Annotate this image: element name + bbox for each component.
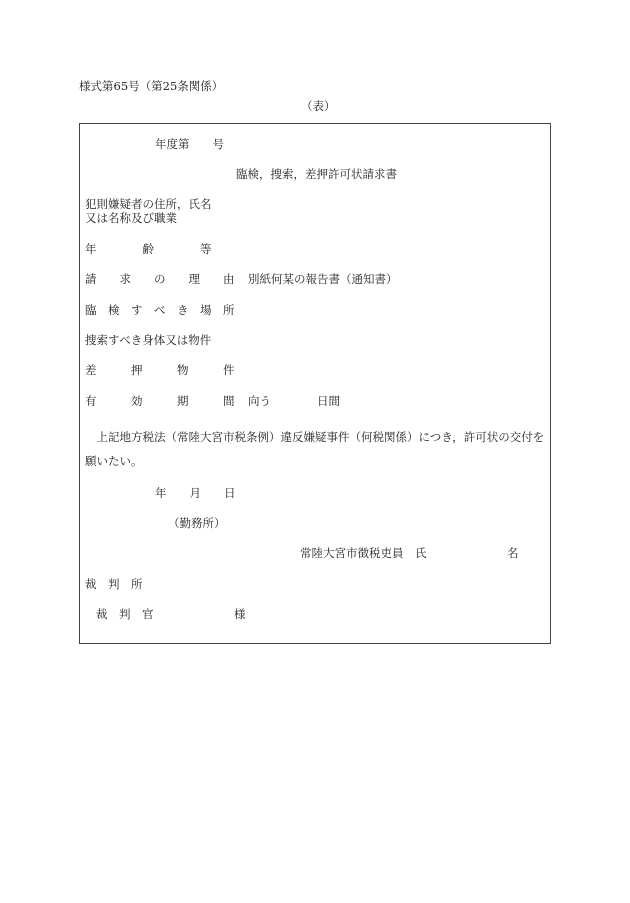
suspect-label-line1: 犯則嫌疑者の住所，氏名 — [85, 197, 212, 211]
form-number-label: 様式第65号（第25条関係） — [79, 79, 224, 93]
form-title: 臨検，捜索，差押許可状請求書 — [236, 167, 397, 181]
document-number: 年度第 号 — [155, 137, 224, 151]
suspect-label-line2: 又は名称及び職業 — [85, 211, 177, 225]
request-statement: 上記地方税法（常陸大宮市税条例）違反嫌疑事件（何税関係）につき，許可状の交付を願いたい。 — [85, 430, 545, 468]
workplace-label: （勤務所） — [168, 516, 226, 530]
side-label: （表） — [301, 99, 336, 113]
seizure-items-label: 差 押 物 件 — [85, 363, 235, 377]
official-signature-line: 常陸大宮市徴税吏員 氏 名 — [300, 546, 519, 560]
validity-value: 向う 日間 — [248, 394, 340, 408]
validity-label: 有 効 期 間 — [85, 394, 235, 408]
age-label: 年 齢 等 — [85, 242, 212, 256]
judge-label: 裁 判 官 様 — [96, 607, 246, 621]
reason-label: 請 求 の 理 由 — [85, 272, 235, 286]
reason-value: 別紙何某の報告書（通知書） — [248, 272, 398, 286]
court-label: 裁 判 所 — [85, 577, 143, 591]
search-target-label: 捜索すべき身体又は物件 — [85, 333, 212, 347]
date-line: 年 月 日 — [155, 486, 236, 500]
inspection-place-label: 臨 検 す べ き 場 所 — [85, 303, 235, 317]
